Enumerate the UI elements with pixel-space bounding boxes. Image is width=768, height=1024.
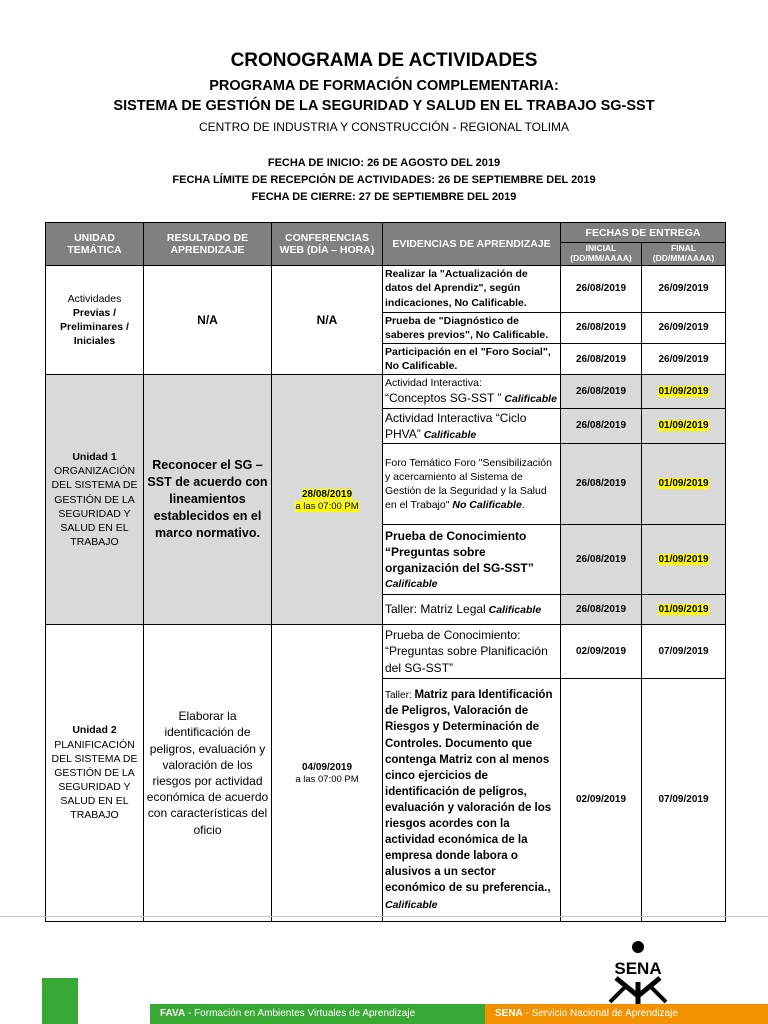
evidence-grade: Calificable	[385, 898, 438, 911]
initial-date: 26/08/2019	[561, 524, 642, 594]
evidence-grade: Calificable	[488, 604, 542, 617]
header-conference: CONFERENCIAS WEB (DÍA – HORA)	[272, 223, 383, 266]
fava-accent-block	[42, 978, 78, 1024]
header-evidence: EVIDENCIAS DE APRENDIZAJE	[383, 223, 561, 266]
final-date	[642, 375, 726, 408]
initial-date: 26/08/2019	[561, 443, 642, 524]
initial-date: 26/08/2019	[561, 408, 642, 443]
fava-text: - Formación en Ambientes Virtuales de Aprendizaje	[185, 1008, 416, 1019]
evidence-cell	[383, 375, 561, 408]
unit-title: Unidad 1	[72, 450, 117, 463]
fava-label: FAVA	[160, 1008, 186, 1019]
table-row	[46, 624, 726, 678]
conference-cell	[272, 624, 383, 921]
final-date-value: 01/09/2019	[658, 603, 709, 615]
evidence-punct: .	[521, 499, 525, 512]
evidence-text: Matriz para Identificación de Peligros, Valoración de Riesgos y Determinación de Controles.	[385, 689, 553, 750]
sena-logo-text: SENA	[614, 959, 662, 978]
header-initial: INICIAL (DD/MM/AAAA)	[561, 243, 642, 266]
unit-title: Unidad 2	[72, 724, 117, 737]
evidence-text: Taller: Matriz Legal	[385, 602, 486, 617]
evidence-cell: Prueba de "Diagnóstico de saberes previos", No Calificable.	[383, 312, 561, 343]
conference-date: 04/09/2019	[301, 761, 353, 773]
deadline-date: FECHA LÍMITE DE RECEPCIÓN DE ACTIVIDADES: 26 DE SEPTIEMBRE DEL 2019	[172, 174, 596, 186]
final-date-value: 01/09/2019	[658, 420, 709, 432]
final-date-value: 01/09/2019	[658, 385, 709, 397]
final-date: 26/09/2019	[642, 312, 726, 343]
evidence-cell	[383, 594, 561, 624]
page-title: CRONOGRAMA DE ACTIVIDADES	[230, 50, 538, 71]
table-row	[46, 265, 726, 312]
header-dates: FECHAS DE ENTREGA	[561, 223, 726, 243]
center-title: CENTRO DE INDUSTRIA Y CONSTRUCCIÓN - REGIONAL TOLIMA	[198, 120, 570, 134]
schedule-table	[45, 222, 726, 922]
final-date: 07/09/2019	[642, 624, 726, 678]
start-date: FECHA DE INICIO: 26 DE AGOSTO DEL 2019	[267, 157, 501, 169]
program-title: PROGRAMA DE FORMACIÓN COMPLEMENTARIA:	[209, 78, 559, 94]
unit-label: Previas	[72, 306, 111, 319]
header-unit: UNIDAD TEMÁTICA	[46, 223, 144, 266]
close-date: FECHA DE CIERRE: 27 DE SEPTIEMBRE DEL 2019	[251, 191, 517, 203]
evidence-grade: Calificable	[423, 428, 477, 441]
conference-cell: N/A	[272, 265, 383, 375]
evidence-text: Documento que contenga Matriz con al menos cinco ejercicios de identificación de peligros, evaluación y valoración de los riesgos acordes con la actividad económica de la empresa donde labora o alusivos a un sector económico de su preferencia.,	[385, 737, 552, 895]
table-row	[46, 375, 726, 408]
initial-date: 26/08/2019	[561, 594, 642, 624]
evidence-cell: Participación en el "Foro Social", No Calificable.	[383, 343, 561, 374]
header-final: FINAL (DD/MM/AAAA)	[642, 243, 726, 266]
sena-text: - Servicio Nacional de Aprendizaje	[522, 1008, 678, 1019]
evidence-cell: Realizar la "Actualización de datos del Aprendiz", según indicaciones, No Calificable.	[383, 265, 561, 312]
sena-footer-bar	[485, 1004, 768, 1024]
final-date: 07/09/2019	[642, 678, 726, 921]
unit-separator: /	[123, 320, 129, 333]
initial-date: 02/09/2019	[561, 624, 642, 678]
evidence-text: Taller:	[385, 690, 415, 702]
unit-label: Iniciales	[73, 335, 116, 348]
evidence-text: Actividad Interactiva:	[385, 377, 482, 390]
final-date	[642, 443, 726, 524]
evidence-grade: Calificable	[385, 577, 438, 590]
evidence-cell	[383, 678, 561, 921]
fava-footer-bar	[150, 1004, 485, 1024]
header-result: RESULTADO DE APRENDIZAJE	[144, 223, 272, 266]
initial-date: 26/08/2019	[561, 375, 642, 408]
final-date	[642, 524, 726, 594]
unit-name: ORGANIZACIÓN DEL SISTEMA DE GESTIÓN DE LA SEGURIDAD Y SALUD EN EL TRABAJO	[51, 465, 138, 549]
evidence-grade: Calificable	[504, 393, 557, 406]
sena-label: SENA	[495, 1008, 523, 1019]
unit-label: Preliminares	[60, 320, 124, 333]
initial-date: 26/08/2019	[561, 343, 642, 374]
result-cell: Reconocer el SG –SST de acuerdo con lineamientos establecidos en el marco normativo.	[144, 375, 272, 625]
evidence-text: “Conceptos SG-SST ”	[385, 391, 502, 406]
result-cell: Elaborar la identificación de peligros, evaluación y valoración de los riesgos por actividad económica de acuerdo con características del oficio	[144, 624, 272, 921]
evidence-text: Prueba de Conocimiento “Preguntas sobre organización del SG-SST”	[385, 529, 534, 576]
unit-cell	[46, 624, 144, 921]
unit-separator: /	[110, 306, 117, 319]
sena-logo	[596, 940, 680, 1004]
final-date: 26/09/2019	[642, 265, 726, 312]
evidence-cell: Prueba de Conocimiento: “Preguntas sobre Planificación del SG-SST”	[383, 624, 561, 678]
unit-name: PLANIFICACIÓN DEL SISTEMA DE GESTIÓN DE LA SEGURIDAD Y SALUD EN EL TRABAJO	[51, 738, 138, 822]
initial-date: 02/09/2019	[561, 678, 642, 921]
evidence-grade: No Calificable	[452, 499, 522, 512]
unit-cell	[46, 265, 144, 375]
final-date-value: 01/09/2019	[658, 478, 709, 490]
conference-time: a las 07:00 PM	[295, 500, 359, 512]
final-date: 26/09/2019	[642, 343, 726, 374]
result-cell: N/A	[144, 265, 272, 375]
final-date-value: 01/09/2019	[658, 553, 709, 565]
unit-label: Actividades	[67, 292, 122, 305]
conference-cell	[272, 375, 383, 625]
evidence-text: Actividad Interactiva “Ciclo PHVA”	[385, 410, 527, 441]
evidence-text: Foro Temático Foro "Sensibilización y acercamiento al Sistema de Gestión de la Seguridad y la Salud en el Trabajo"	[385, 456, 552, 512]
system-title: SISTEMA DE GESTIÓN DE LA SEGURIDAD Y SALUD EN EL TRABAJO SG-SST	[113, 98, 655, 114]
conference-time: a las 07:00 PM	[295, 773, 359, 785]
final-date	[642, 408, 726, 443]
initial-date: 26/08/2019	[561, 312, 642, 343]
evidence-cell	[383, 443, 561, 524]
conference-date: 28/08/2019	[301, 488, 353, 500]
evidence-cell	[383, 524, 561, 594]
initial-date: 26/08/2019	[561, 265, 642, 312]
footer-divider	[0, 916, 768, 917]
final-date	[642, 594, 726, 624]
evidence-cell	[383, 408, 561, 443]
unit-cell	[46, 375, 144, 625]
